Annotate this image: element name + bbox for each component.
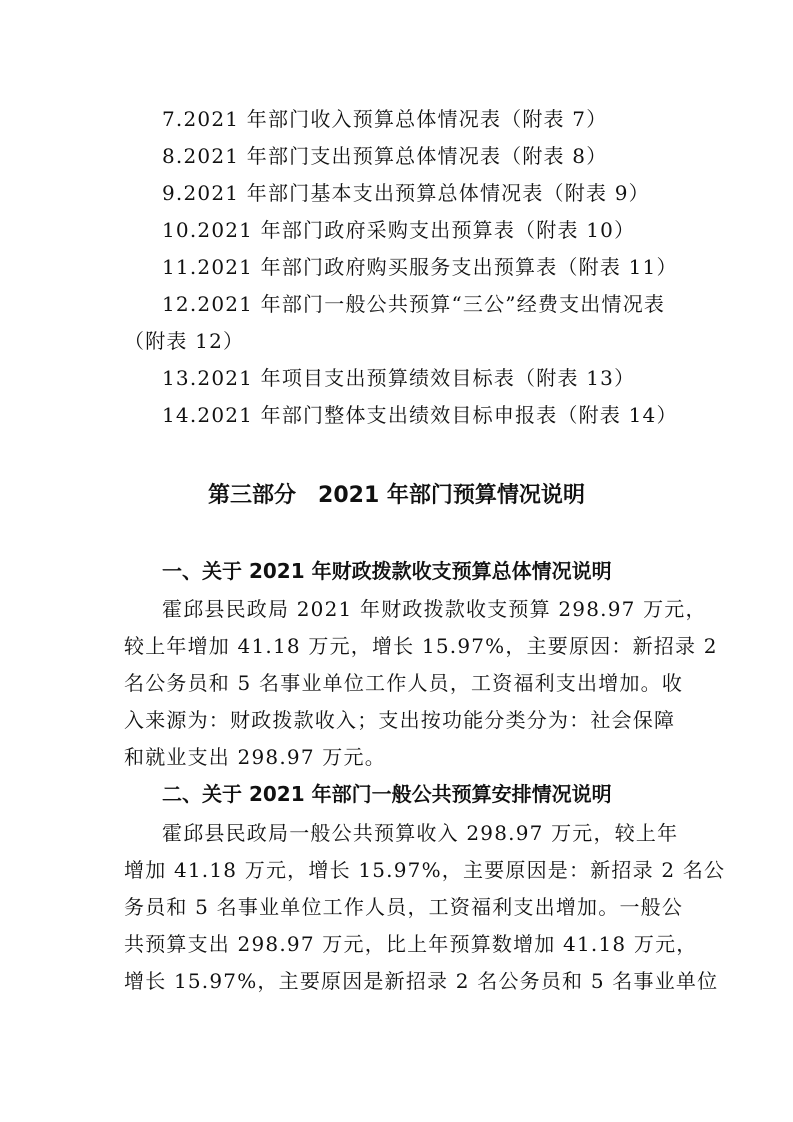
attachment-item-10: 10.2021 年部门政府采购支出预算表（附表 10） [162,218,636,242]
section-two-line-2: 增加 41.18 万元，增长 15.97%，主要原因是：新招录 2 名公 [124,858,726,882]
section-one-heading: 一、关于 2021 年财政拨款收支预算总体情况说明 [162,559,612,583]
attachment-item-7: 7.2021 年部门收入预算总体情况表（附表 7） [162,107,608,131]
attachment-item-12-continued: （附表 12） [124,329,245,353]
attachment-item-9: 9.2021 年部门基本支出预算总体情况表（附表 9） [162,181,650,205]
attachment-item-14: 14.2021 年部门整体支出绩效目标申报表（附表 14） [162,403,678,427]
section-two-line-1: 霍邱县民政局一般公共预算收入 298.97 万元，较上年 [162,821,679,845]
section-one-line-2: 较上年增加 41.18 万元，增长 15.97%，主要原因：新招录 2 [124,634,718,658]
part-three-title: 第三部分 2021 年部门预算情况说明 [208,483,585,508]
section-one-line-4: 入来源为：财政拨款收入；支出按功能分类分为：社会保障 [124,708,676,732]
attachment-item-12: 12.2021 年部门一般公共预算“三公”经费支出情况表 [162,292,666,316]
section-one-line-3: 名公务员和 5 名事业单位工作人员，工资福利支出增加。收 [124,671,684,695]
section-two-line-4: 共预算支出 298.97 万元，比上年预算数增加 41.18 万元， [124,932,698,956]
attachment-item-11: 11.2021 年部门政府购买服务支出预算表（附表 11） [162,255,678,279]
section-one-line-5: 和就业支出 298.97 万元。 [124,745,386,769]
attachment-item-8: 8.2021 年部门支出预算总体情况表（附表 8） [162,144,608,168]
section-two-heading: 二、关于 2021 年部门一般公共预算安排情况说明 [162,782,612,806]
attachment-item-13: 13.2021 年项目支出预算绩效目标表（附表 13） [162,366,636,390]
section-two-line-5: 增长 15.97%，主要原因是新招录 2 名公务员和 5 名事业单位 [124,969,719,993]
section-one-line-1: 霍邱县民政局 2021 年财政拨款收支预算 298.97 万元， [162,597,707,621]
section-two-line-3: 务员和 5 名事业单位工作人员，工资福利支出增加。一般公 [124,895,684,919]
